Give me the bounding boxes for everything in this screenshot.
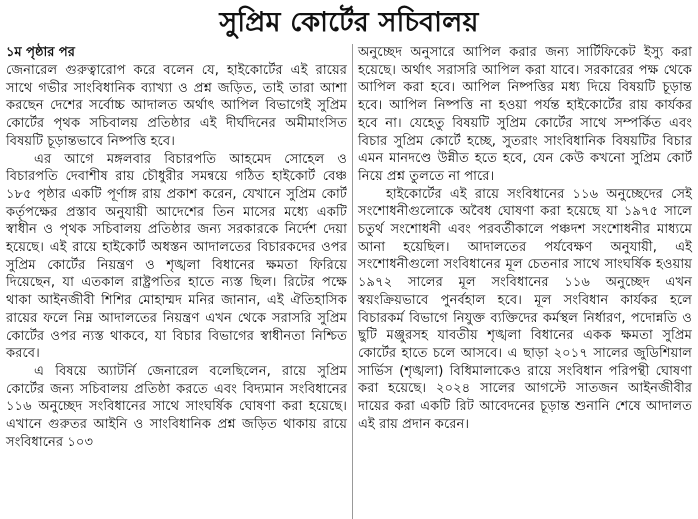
continued-from-label: ১ম পৃষ্ঠার পর <box>6 45 75 60</box>
article-paragraph: অনুচ্ছেদ অনুসারে আপিল করার জন্য সার্টিফিকেট ইস্যু করা হয়েছে। অর্থাৎ সরাসরি আপিল করা যাবে। সরকারের পক্ষ থেকে আপিল করা হবে। আপিল নিষ্পত্তির মধ্য দিয়ে বিষয়টি চূড়ান্ত হবে। আপিল নিষ্পত্তি না হওয়া পর্যন্ত হাইকোর্টের রায় কার্যকর হবে না। যেহেতু বিষয়টি সুপ্রিম কোর্টের সাথে সম্পর্কিত এবং বিচার সুপ্রিম কোর্টে হচ্ছে, সুতরাং সাংবিধানিক বিষয়টির বিচার এমন মানদণ্ডে উন্নীত হতে হবে, যেন কেউ কখনো সুপ্রিম কোর্ট নিয়ে প্রশ্ন তুলতে না পারে। <box>358 45 692 184</box>
article-headline: সুপ্রিম কোর্টের সচিবালয় <box>219 7 479 38</box>
article-paragraph: জেনারেল গুরুত্বারোপ করে বলেন যে, হাইকোর্টের এই রায়ের সাথে গভীর সাংবিধানিক ব্যাখ্যা ও প্রশ্ন জড়িত, তাই তারা আশা করছেন দেশের সর্বোচ্চ আদালত অর্থাৎ আপিল বিভাগেই সুপ্রিম কোর্টের পৃথক সচিবালয় প্রতিষ্ঠার এই দীর্ঘদিনের অমীমাংসিত বিষয়টি চূড়ান্তভাবে নিষ্পত্তি হবে। <box>6 63 347 149</box>
article-paragraph: এর আগে মঙ্গলবার বিচারপতি আহমেদ সোহেল ও বিচারপতি দেবাশীষ রায় চৌধুরীর সমন্বয়ে গঠিত হাইকোর্ট বেঞ্চ ১৮৫ পৃষ্ঠার একটি পূর্ণাঙ্গ রায় প্রকাশ করেন, যেখানে সুপ্রিম কোর্ট কর্তৃপক্ষের প্রস্তাব অনুযায়ী আদেশের তিন মাসের মধ্যে একটি স্বাধীন ও পৃথক সচিবালয় প্রতিষ্ঠার জন্য সরকারকে নির্দেশ দেয়া হয়েছে। এই রায়ে হাইকোর্ট অধস্তন আদালতের বিচারকদের ওপর সুপ্রিম কোর্টের নিয়ন্ত্রণ ও শৃঙ্খলা বিধানের ক্ষমতা ফিরিয়ে দিয়েছেন, যা এতকাল রাষ্ট্রপতির হাতে ন্যস্ত ছিল। রিটের পক্ষে থাকা আইনজীবী শিশির মোহাম্মদ মনির জানান, এই ঐতিহাসিক রায়ের ফলে নিম্ন আদালতের নিয়ন্ত্রণ এখন থেকে সরাসরি সুপ্রিম কোর্টের ওপর ন্যস্ত থাকবে, যা বিচার বিভাগের স্বাধীনতা নিশ্চিত করবে। <box>6 151 347 362</box>
article-paragraph: এ বিষয়ে অ্যাটর্নি জেনারেল বলেছিলেন, রায়ে সুপ্রিম কোর্টের জন্য সচিবালয় প্রতিষ্ঠা করতে এবং বিদ্যমান সংবিধানের ১১৬ অনুচ্ছেদ সংবিধানের সাথে সাংঘর্ষিক ঘোষণা করা হয়েছে। এখানে গুরুতর আইনি ও সাংবিধানিক প্রশ্ন জড়িত থাকায় রায়ে সংবিধানের ১০৩ <box>6 363 347 450</box>
column-divider <box>352 44 353 519</box>
article-column-left <box>6 44 347 451</box>
article-paragraph: হাইকোর্টের এই রায়ে সংবিধানের ১১৬ অনুচ্ছেদের সেই সংশোধনীগুলোকে অবৈধ ঘোষণা করা হয়েছে যা ১৯৭৫ সালে চতুর্থ সংশোধনী এবং পরবর্তীকালে পঞ্চদশ সংশোধনীর মাধ্যমে আনা হয়েছিল। আদালতের পর্যবেক্ষণ অনুযায়ী, এই সংশোধনীগুলো সংবিধানের মূল চেতনার সাথে সাংঘর্ষিক হওয়ায় ১৯৭২ সালের মূল সংবিধানের ১১৬ অনুচ্ছেদ এখন স্বয়ংক্রিয়ভাবে পুনর্বহাল হবে। মূল সংবিধান কার্যকর হলে বিচারকর্ম বিভাগে নিযুক্ত ব্যক্তিদের কর্মস্থল নির্ধারণ, পদোন্নতি ও ছুটি মঞ্জুরসহ যাবতীয় শৃঙ্খলা বিধানের একক ক্ষমতা সুপ্রিম কোর্টের হাতে চলে আসবে। এ ছাড়া ২০১৭ সালের জুডিশিয়াল সার্ভিস (শৃঙ্খলা) বিধিমালাকেও রায়ে সংবিধান পরিপন্থী ঘোষণা করা হয়েছে। ২০২৪ সালের আগস্টে সাতজন আইনজীবীর দায়ের করা একটি রিট আবেদনের চূড়ান্ত শুনানি শেষে আদালত এই রায় প্রদান করেন। <box>358 186 692 432</box>
article-column-right <box>358 44 692 433</box>
